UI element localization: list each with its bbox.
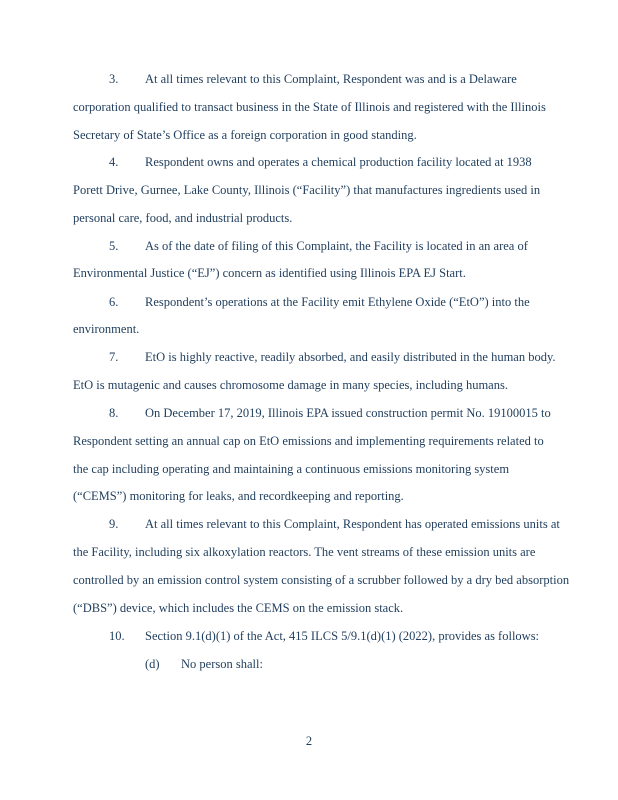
paragraph-line: environment. [73, 322, 140, 336]
paragraph-number: 8. [109, 406, 119, 420]
paragraph-number: 9. [109, 517, 119, 531]
paragraph-number: 7. [109, 350, 119, 364]
paragraph-line: On December 17, 2019, Illinois EPA issued construction permit No. 19100015 to [145, 406, 551, 420]
page-number: 2 [305, 734, 313, 748]
paragraph-line: Respondent owns and operates a chemical production facility located at 1938 [145, 155, 532, 169]
paragraph-line: (“DBS”) device, which includes the CEMS on the emission stack. [73, 601, 404, 615]
paragraph-line: (“CEMS”) monitoring for leaks, and recordkeeping and reporting. [73, 489, 404, 503]
paragraph-number: 5. [109, 239, 119, 253]
paragraph-number: 10. [109, 629, 125, 643]
paragraph-line: At all times relevant to this Complaint, Respondent was and is a Delaware [145, 72, 517, 86]
paragraph-line: As of the date of filing of this Complaint, the Facility is located in an area of [145, 239, 528, 253]
quote-text: No person shall: [181, 657, 263, 671]
paragraph-line: the Facility, including six alkoxylation reactors. The vent streams of these emission units are [73, 545, 536, 559]
paragraph-line: Secretary of State’s Office as a foreign corporation in good standing. [73, 128, 417, 142]
paragraph-line: Porett Drive, Gurnee, Lake County, Illinois (“Facility”) that manufactures ingredients used in [73, 183, 541, 197]
paragraph-line: EtO is mutagenic and causes chromosome damage in many species, including humans. [73, 378, 508, 392]
paragraph-line: personal care, food, and industrial products. [73, 211, 293, 225]
paragraph-line: Environmental Justice (“EJ”) concern as identified using Illinois EPA EJ Start. [73, 266, 466, 280]
quote-label: (d) [145, 657, 160, 671]
paragraph-number: 6. [109, 295, 119, 309]
paragraph-line: Respondent’s operations at the Facility emit Ethylene Oxide (“EtO”) into the [145, 295, 530, 309]
paragraph-line: the cap including operating and maintaining a continuous emissions monitoring system [73, 462, 510, 476]
paragraph-line: corporation qualified to transact business in the State of Illinois and registered with the Illinois [73, 100, 546, 114]
paragraph-number: 4. [109, 155, 119, 169]
paragraph-line: At all times relevant to this Complaint, Respondent has operated emissions units at [145, 517, 560, 531]
paragraph-line: Respondent setting an annual cap on EtO emissions and implementing requirements related to [73, 434, 544, 448]
paragraph-line: EtO is highly reactive, readily absorbed, and easily distributed in the human body. [145, 350, 556, 364]
paragraph-line: controlled by an emission control system consisting of a scrubber followed by a dry bed absorption [73, 573, 570, 587]
paragraph-line: Section 9.1(d)(1) of the Act, 415 ILCS 5/9.1(d)(1) (2022), provides as follows: [145, 629, 540, 643]
paragraph-number: 3. [109, 72, 119, 86]
